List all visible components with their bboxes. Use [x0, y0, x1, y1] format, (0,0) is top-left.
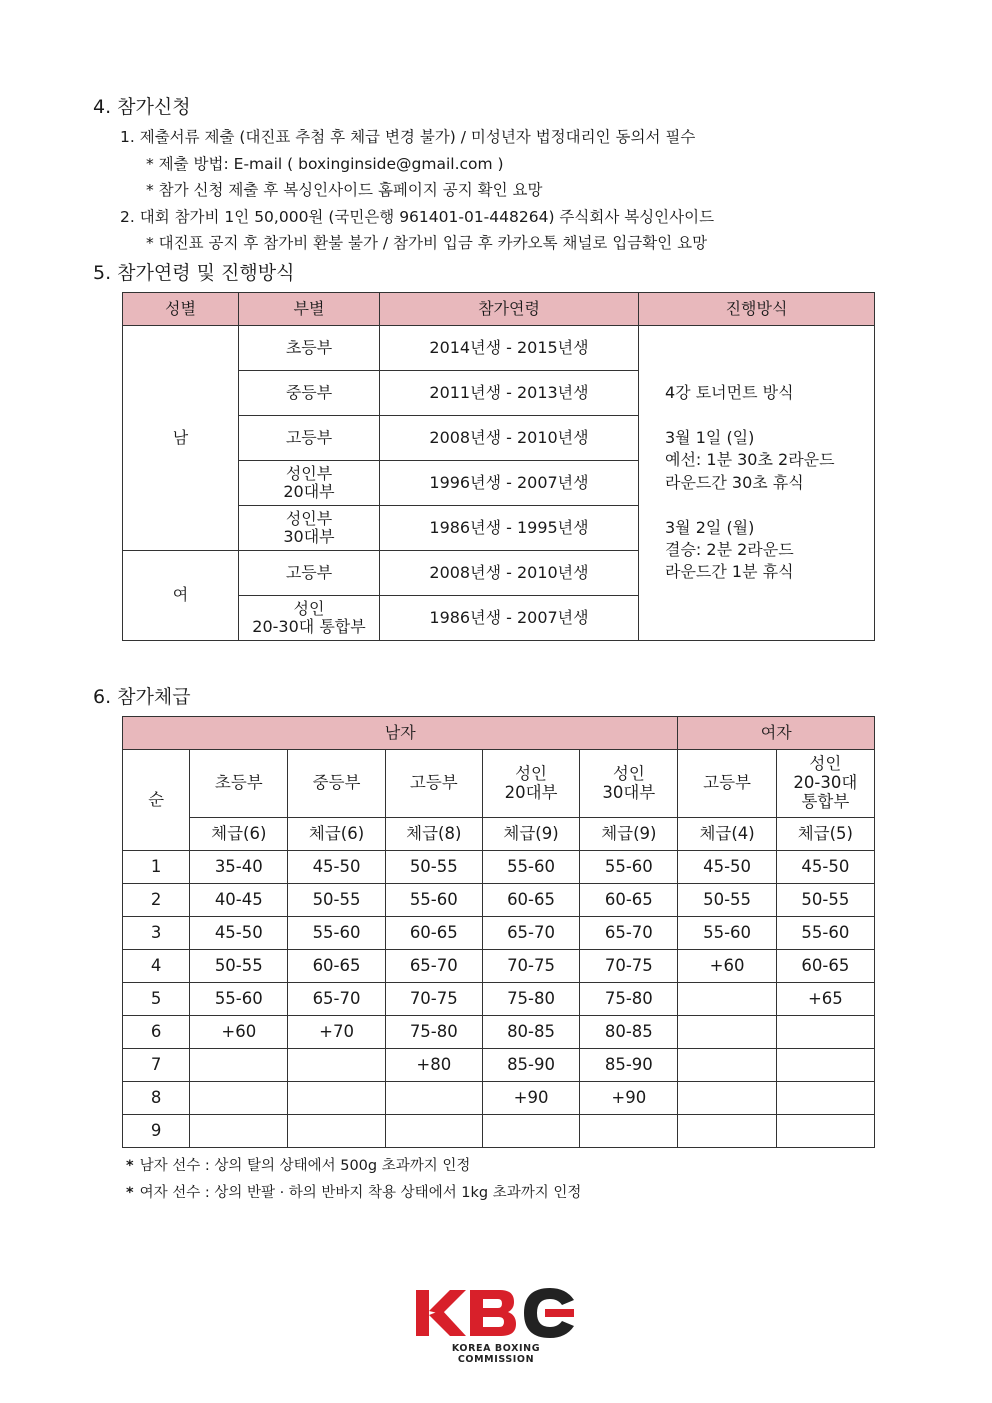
header-age: 참가연령 — [380, 293, 639, 326]
weight-cell: 70-75 — [482, 950, 579, 983]
weight-cell: +90 — [580, 1082, 678, 1115]
division-header: 중등부 — [288, 750, 385, 818]
table-row — [123, 983, 875, 1016]
weight-cell: 35-40 — [190, 851, 288, 884]
weight-cell — [385, 1082, 482, 1115]
weight-cell — [678, 1115, 776, 1148]
order-cell: 8 — [123, 1082, 190, 1115]
weight-cell — [776, 1049, 874, 1082]
note-mark: * — [126, 1185, 134, 1201]
logo-caption: KOREA BOXING COMMISSION — [451, 1343, 541, 1365]
weight-cell: +90 — [482, 1082, 579, 1115]
weight-cell — [776, 1082, 874, 1115]
weight-cell: 55-60 — [482, 851, 579, 884]
weight-cell: 70-75 — [580, 950, 678, 983]
weight-cell: 75-80 — [385, 1016, 482, 1049]
weight-cell: 65-70 — [580, 917, 678, 950]
weight-cell — [678, 1082, 776, 1115]
weight-cell: 55-60 — [190, 983, 288, 1016]
weight-cell: 60-65 — [776, 950, 874, 983]
table-row — [123, 1049, 875, 1082]
division-header: 고등부 — [678, 750, 776, 818]
weight-cell: 55-60 — [385, 884, 482, 917]
table-row — [123, 851, 875, 884]
weight-cell: 75-80 — [580, 983, 678, 1016]
note-text: 남자 선수 : 상의 탈의 상태에서 500g 초과까지 인정 — [139, 1158, 471, 1174]
class-count-header: 체급(8) — [385, 818, 482, 851]
weight-cell: 60-65 — [580, 884, 678, 917]
weight-cell: +60 — [678, 950, 776, 983]
age-cell: 1986년생 - 1995년생 — [380, 506, 639, 551]
weight-cell — [678, 1049, 776, 1082]
division-cell: 성인부 20대부 — [239, 461, 380, 506]
weight-cell: 45-50 — [288, 851, 385, 884]
age-cell: 1996년생 - 2007년생 — [380, 461, 639, 506]
application-line-2: * 제출 방법: E-mail ( boxinginside@gmail.com ) — [146, 155, 504, 173]
division-header: 성인 20대부 — [482, 750, 579, 818]
age-cell: 2008년생 - 2010년생 — [380, 551, 639, 596]
division-cell: 고등부 — [239, 416, 380, 461]
table-row — [123, 1016, 875, 1049]
weight-cell — [288, 1082, 385, 1115]
age-cell: 1986년생 - 2007년생 — [380, 596, 639, 641]
section-5-title: 5. 참가연령 및 진행방식 — [93, 262, 295, 284]
order-cell: 1 — [123, 851, 190, 884]
header-gender: 성별 — [123, 293, 239, 326]
section-4-title: 4. 참가신청 — [93, 96, 191, 118]
table-row — [123, 1115, 875, 1148]
class-count-header: 체급(9) — [580, 818, 678, 851]
division-header: 성인 20-30대 통합부 — [776, 750, 874, 818]
division-cell: 중등부 — [239, 371, 380, 416]
class-count-header: 체급(9) — [482, 818, 579, 851]
group-male: 남자 — [123, 717, 678, 750]
gender-female: 여 — [123, 551, 239, 641]
weight-cell: 65-70 — [385, 950, 482, 983]
weight-cell: 55-60 — [580, 851, 678, 884]
weight-cell: 50-55 — [288, 884, 385, 917]
weight-cell: 85-90 — [482, 1049, 579, 1082]
order-cell: 2 — [123, 884, 190, 917]
weight-cell — [288, 1049, 385, 1082]
weight-cell: 55-60 — [288, 917, 385, 950]
group-female: 여자 — [678, 717, 875, 750]
division-header: 초등부 — [190, 750, 288, 818]
weight-cell: 55-60 — [678, 917, 776, 950]
weight-cell — [482, 1115, 579, 1148]
note-male — [126, 1154, 470, 1175]
weight-cell — [678, 983, 776, 1016]
weight-cell: 40-45 — [190, 884, 288, 917]
weight-cell: 60-65 — [288, 950, 385, 983]
weight-cell: 65-70 — [482, 917, 579, 950]
class-count-header: 체급(4) — [678, 818, 776, 851]
weight-cell: +70 — [288, 1016, 385, 1049]
table-row — [123, 950, 875, 983]
note-female — [126, 1181, 581, 1202]
age-cell: 2014년생 - 2015년생 — [380, 326, 639, 371]
weight-cell — [190, 1082, 288, 1115]
class-count-header: 체급(6) — [288, 818, 385, 851]
order-cell: 3 — [123, 917, 190, 950]
table-row — [123, 1082, 875, 1115]
weight-cell: 55-60 — [776, 917, 874, 950]
weight-cell: 50-55 — [385, 851, 482, 884]
division-cell: 성인 20-30대 통합부 — [239, 596, 380, 641]
weight-cell — [580, 1115, 678, 1148]
weight-cell: 45-50 — [678, 851, 776, 884]
weight-cell: +65 — [776, 983, 874, 1016]
order-cell: 5 — [123, 983, 190, 1016]
weight-cell: 65-70 — [288, 983, 385, 1016]
application-line-4: 2. 대회 참가비 1인 50,000원 (국민은행 961401-01-448264) 주식회사 복싱인사이드 — [120, 208, 715, 226]
order-cell: 6 — [123, 1016, 190, 1049]
weight-cell: 60-65 — [482, 884, 579, 917]
weight-cell — [776, 1016, 874, 1049]
weight-cell — [190, 1115, 288, 1148]
weight-class-table — [122, 716, 875, 1148]
logo-letter-b — [470, 1290, 516, 1336]
note-text: 여자 선수 : 상의 반팔 · 하의 반바지 착용 상태에서 1kg 초과까지 인정 — [139, 1185, 582, 1201]
logo-letter-c — [524, 1288, 574, 1338]
division-header: 성인 30대부 — [580, 750, 678, 818]
note-mark: * — [126, 1158, 134, 1174]
age-cell: 2011년생 - 2013년생 — [380, 371, 639, 416]
weight-cell: 60-65 — [385, 917, 482, 950]
table-row — [123, 917, 875, 950]
weight-cell: 75-80 — [482, 983, 579, 1016]
weight-cell: 80-85 — [482, 1016, 579, 1049]
weight-cell: 45-50 — [776, 851, 874, 884]
division-cell: 성인부 30대부 — [239, 506, 380, 551]
age-method-table — [122, 292, 875, 641]
division-header: 고등부 — [385, 750, 482, 818]
weight-cell: 85-90 — [580, 1049, 678, 1082]
weight-cell: 50-55 — [776, 884, 874, 917]
weight-cell: 80-85 — [580, 1016, 678, 1049]
weight-cell: 45-50 — [190, 917, 288, 950]
weight-cell: +80 — [385, 1049, 482, 1082]
order-cell: 7 — [123, 1049, 190, 1082]
division-cell: 초등부 — [239, 326, 380, 371]
division-cell: 고등부 — [239, 551, 380, 596]
header-method: 진행방식 — [639, 293, 875, 326]
weight-cell — [288, 1115, 385, 1148]
section-6-title: 6. 참가체급 — [93, 686, 191, 708]
weight-cell — [385, 1115, 482, 1148]
header-division: 부별 — [239, 293, 380, 326]
weight-cell: 70-75 — [385, 983, 482, 1016]
logo-letter-k — [416, 1290, 466, 1336]
weight-cell — [190, 1049, 288, 1082]
application-line-5: * 대진표 공지 후 참가비 환불 불가 / 참가비 입금 후 카카오톡 채널로 입금확인 요망 — [146, 234, 708, 252]
order-cell: 4 — [123, 950, 190, 983]
application-line-1: 1. 제출서류 제출 (대진표 추첨 후 체급 변경 불가) / 미성년자 법정대리인 동의서 필수 — [120, 128, 696, 146]
weight-cell: +60 — [190, 1016, 288, 1049]
gender-male: 남 — [123, 326, 239, 551]
age-cell: 2008년생 - 2010년생 — [380, 416, 639, 461]
table-row — [123, 884, 875, 917]
weight-cell: 50-55 — [678, 884, 776, 917]
weight-cell — [678, 1016, 776, 1049]
class-count-header: 체급(5) — [776, 818, 874, 851]
weight-cell — [776, 1115, 874, 1148]
order-header: 순 — [123, 750, 190, 851]
order-cell: 9 — [123, 1115, 190, 1148]
weight-cell: 50-55 — [190, 950, 288, 983]
method-cell: 4강 토너먼트 방식 3월 1일 (일) 예선: 1분 30초 2라운드 라운드간 30초 휴식 3월 2일 (월) 결승: 2분 2라운드 라운드간 1분 휴식 — [639, 326, 875, 641]
application-line-3: * 참가 신청 제출 후 복싱인사이드 홈페이지 공지 확인 요망 — [146, 181, 543, 199]
class-count-header: 체급(6) — [190, 818, 288, 851]
